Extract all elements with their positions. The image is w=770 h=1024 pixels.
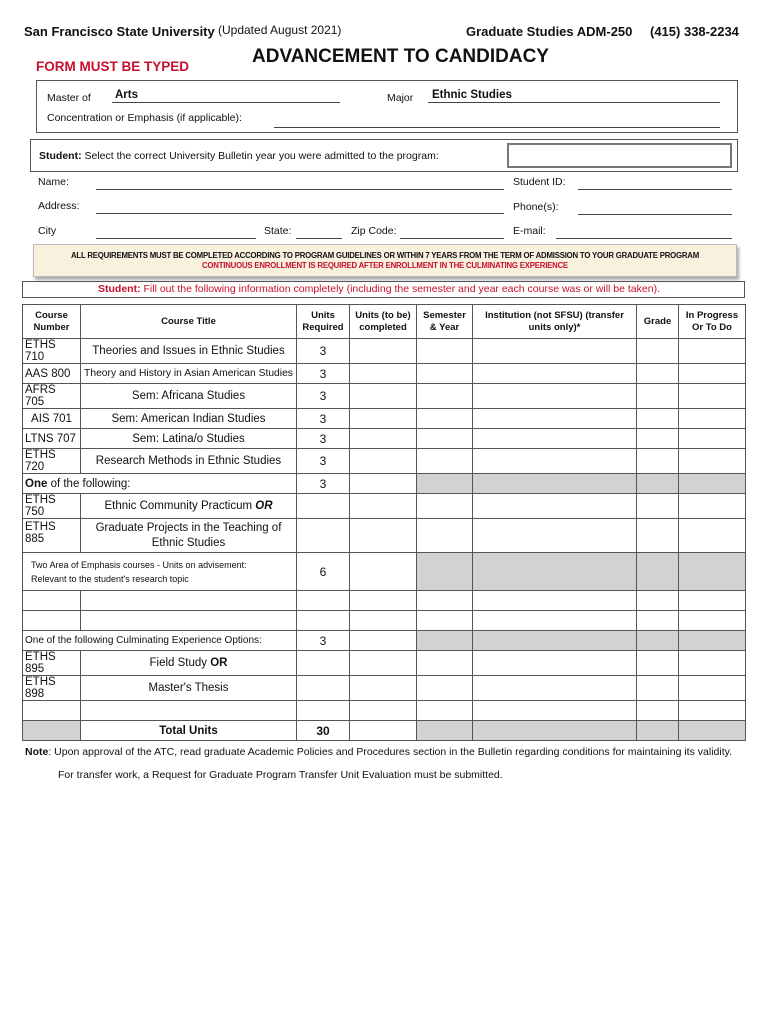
bulletin-year-field[interactable]	[507, 143, 732, 168]
state-label: State:	[264, 225, 292, 237]
grade-cell[interactable]	[637, 701, 679, 721]
semester-cell[interactable]	[417, 449, 473, 474]
units-required-cell	[297, 676, 350, 701]
table-row	[23, 409, 746, 429]
header-institution: Institution (not SFSU) (transfer units only)*	[473, 305, 637, 339]
course-number: ETHS 895	[23, 651, 81, 676]
grade-cell[interactable]	[637, 384, 679, 409]
table-row	[23, 429, 746, 449]
course-number: AFRS 705	[23, 384, 81, 409]
units-required-cell[interactable]	[297, 591, 350, 611]
header-units-required: Units Required	[297, 305, 350, 339]
institution-cell[interactable]	[473, 676, 637, 701]
course-number: AAS 800	[23, 364, 81, 384]
units-completed-cell[interactable]	[350, 449, 417, 474]
table-row	[23, 611, 746, 631]
one-of-following-label: One of the following:	[23, 474, 297, 494]
course-title: Sem: Latina/o Studies	[81, 429, 297, 449]
gray-cell	[473, 721, 637, 741]
course-number-cell[interactable]	[23, 701, 81, 721]
grade-cell[interactable]	[637, 651, 679, 676]
gray-cell	[473, 474, 637, 494]
name-label: Name:	[38, 176, 69, 188]
institution-cell[interactable]	[473, 651, 637, 676]
course-title: Field Study OR	[81, 651, 297, 676]
units-required: 3	[297, 449, 350, 474]
major-underline	[428, 102, 720, 103]
header-grade: Grade	[637, 305, 679, 339]
email-field[interactable]	[556, 238, 732, 239]
grade-cell[interactable]	[637, 364, 679, 384]
header-course-title: Course Title	[81, 305, 297, 339]
course-number: ETHS 720	[23, 449, 81, 474]
course-number: ETHS 750	[23, 494, 81, 519]
course-number: AIS 701	[23, 409, 81, 429]
in-progress-cell[interactable]	[679, 339, 746, 364]
notice-line-2: CONTINUOUS ENROLLMENT IS REQUIRED AFTER ENROLLMENT IN THE CULMINATING EXPERIENCE	[201, 261, 569, 270]
culminating-label: One of the following Culminating Experience Options:	[23, 631, 297, 651]
emphasis-label: Two Area of Emphasis courses - Units on advisement: Relevant to the student's research topic	[23, 553, 297, 591]
units-required: 3	[297, 364, 350, 384]
units-completed-cell[interactable]	[350, 676, 417, 701]
emphasis-row	[23, 553, 746, 591]
total-units-label: Total Units	[81, 721, 297, 741]
institution-cell[interactable]	[473, 384, 637, 409]
in-progress-cell[interactable]	[679, 701, 746, 721]
form-title: ADVANCEMENT TO CANDIDACY	[252, 46, 549, 67]
course-title: Graduate Projects in the Teaching of Ethnic Studies	[81, 519, 297, 553]
units-completed-cell[interactable]	[350, 409, 417, 429]
zip-field[interactable]	[400, 238, 504, 239]
gray-cell	[637, 631, 679, 651]
table-row	[23, 494, 746, 519]
form-code: Graduate Studies ADM-250	[466, 24, 633, 39]
units-required: 3	[297, 429, 350, 449]
course-title: Sem: American Indian Studies	[81, 409, 297, 429]
grade-cell[interactable]	[637, 519, 679, 553]
units-completed-cell[interactable]	[350, 384, 417, 409]
master-of-field[interactable]: Arts	[115, 89, 139, 101]
institution-cell[interactable]	[473, 429, 637, 449]
institution-cell[interactable]	[473, 591, 637, 611]
course-table	[22, 304, 746, 741]
grade-cell[interactable]	[637, 449, 679, 474]
units-required-cell	[297, 519, 350, 553]
updated-date: (Updated August 2021)	[218, 23, 342, 37]
institution-cell[interactable]	[473, 449, 637, 474]
in-progress-cell[interactable]	[679, 611, 746, 631]
in-progress-cell[interactable]	[679, 449, 746, 474]
gray-cell	[473, 631, 637, 651]
notice-line-1: ALL REQUIREMENTS MUST BE COMPLETED ACCORDING TO PROGRAM GUIDELINES OR WITHIN 7 YEARS FROM THE TERM OF ADMISSION TO YOUR GRADUATE PROGRAM	[70, 251, 700, 260]
gray-cell	[417, 631, 473, 651]
course-title: Research Methods in Ethnic Studies	[81, 449, 297, 474]
header-units-completed: Units (to be) completed	[350, 305, 417, 339]
semester-cell[interactable]	[417, 409, 473, 429]
institution-cell[interactable]	[473, 339, 637, 364]
gray-cell	[637, 553, 679, 591]
course-title: Sem: Africana Studies	[81, 384, 297, 409]
in-progress-cell[interactable]	[679, 384, 746, 409]
units-required-cell[interactable]	[297, 701, 350, 721]
table-header-row	[23, 305, 746, 339]
student-id-field[interactable]	[578, 189, 732, 190]
units-required: 3	[297, 339, 350, 364]
units-required: 3	[297, 631, 350, 651]
institution-cell[interactable]	[473, 611, 637, 631]
grade-cell[interactable]	[637, 339, 679, 364]
total-row	[23, 721, 746, 741]
grade-cell[interactable]	[637, 429, 679, 449]
units-completed-cell[interactable]	[350, 339, 417, 364]
major-label: Major	[387, 92, 414, 104]
city-field[interactable]	[96, 238, 256, 239]
semester-cell[interactable]	[417, 494, 473, 519]
email-label: E-mail:	[513, 225, 546, 237]
total-units-completed[interactable]	[350, 721, 417, 741]
units-required-cell	[297, 651, 350, 676]
footer-note: Note: Upon approval of the ATC, read graduate Academic Policies and Procedures section in the Bulletin regarding conditions for maintaining its validity.	[25, 746, 733, 758]
major-field[interactable]: Ethnic Studies	[432, 89, 512, 101]
units-completed-cell[interactable]	[350, 701, 417, 721]
gray-cell	[679, 474, 746, 494]
gray-cell	[23, 721, 81, 741]
semester-cell[interactable]	[417, 339, 473, 364]
gray-cell	[637, 474, 679, 494]
table-row	[23, 339, 746, 364]
total-units-value: 30	[297, 721, 350, 741]
institution-cell[interactable]	[473, 409, 637, 429]
grade-cell[interactable]	[637, 676, 679, 701]
course-title-cell[interactable]	[81, 701, 297, 721]
header-semester-year: Semester & Year	[417, 305, 473, 339]
course-title-cell[interactable]	[81, 611, 297, 631]
header-course-number: Course Number	[23, 305, 81, 339]
grade-cell[interactable]	[637, 611, 679, 631]
units-required-cell[interactable]	[297, 611, 350, 631]
table-row	[23, 384, 746, 409]
table-row	[23, 676, 746, 701]
institution-cell[interactable]	[473, 519, 637, 553]
course-number: LTNS 707	[23, 429, 81, 449]
units-required: 3	[297, 384, 350, 409]
university-name: San Francisco State University	[24, 24, 215, 39]
units-completed-cell[interactable]	[350, 553, 417, 591]
course-number: ETHS 898	[23, 676, 81, 701]
units-required: 3	[297, 409, 350, 429]
gray-cell	[679, 721, 746, 741]
gray-cell	[417, 474, 473, 494]
course-number: ETHS 710	[23, 339, 81, 364]
table-row	[23, 701, 746, 721]
semester-cell[interactable]	[417, 591, 473, 611]
semester-cell[interactable]	[417, 364, 473, 384]
requirements-notice	[33, 244, 737, 277]
in-progress-cell[interactable]	[679, 409, 746, 429]
grade-cell[interactable]	[637, 409, 679, 429]
course-title: Theories and Issues in Ethnic Studies	[81, 339, 297, 364]
gray-cell	[473, 553, 637, 591]
header-in-progress: In Progress Or To Do	[679, 305, 746, 339]
units-required: 6	[297, 553, 350, 591]
table-row	[23, 519, 746, 553]
name-field[interactable]	[96, 189, 504, 190]
institution-cell[interactable]	[473, 701, 637, 721]
units-completed-cell[interactable]	[350, 631, 417, 651]
units-required-cell	[297, 494, 350, 519]
master-of-underline	[112, 102, 340, 103]
concentration-underline	[274, 127, 720, 128]
units-completed-cell[interactable]	[350, 611, 417, 631]
units-completed-cell[interactable]	[350, 364, 417, 384]
course-title: Theory and History in Asian American Studies	[81, 364, 297, 384]
zip-label: Zip Code:	[351, 225, 397, 237]
gray-cell	[417, 553, 473, 591]
office-phone: (415) 338-2234	[650, 24, 739, 39]
transfer-note: For transfer work, a Request for Graduate Program Transfer Unit Evaluation must be submitted.	[58, 769, 503, 781]
semester-cell[interactable]	[417, 429, 473, 449]
semester-cell[interactable]	[417, 676, 473, 701]
course-number-cell[interactable]	[23, 611, 81, 631]
course-title-cell[interactable]	[81, 591, 297, 611]
semester-cell[interactable]	[417, 611, 473, 631]
semester-cell[interactable]	[417, 519, 473, 553]
in-progress-cell[interactable]	[679, 591, 746, 611]
table-row	[23, 651, 746, 676]
in-progress-cell[interactable]	[679, 676, 746, 701]
instructions-text: Student: Fill out the following information completely (including the semester and year each course was or will be taken).	[98, 283, 660, 295]
state-field[interactable]	[296, 238, 342, 239]
table-row	[23, 364, 746, 384]
institution-cell[interactable]	[473, 364, 637, 384]
course-number-cell[interactable]	[23, 591, 81, 611]
units-completed-cell[interactable]	[350, 474, 417, 494]
table-row	[23, 591, 746, 611]
in-progress-cell[interactable]	[679, 494, 746, 519]
semester-cell[interactable]	[417, 651, 473, 676]
units-completed-cell[interactable]	[350, 651, 417, 676]
phones-label: Phone(s):	[513, 201, 559, 213]
semester-cell[interactable]	[417, 701, 473, 721]
phones-field[interactable]	[578, 214, 732, 215]
semester-cell[interactable]	[417, 384, 473, 409]
student-id-label: Student ID:	[513, 176, 566, 188]
master-of-label: Master of	[47, 92, 91, 104]
bulletin-prompt: Student: Select the correct University Bulletin year you were admitted to the program:	[39, 150, 439, 162]
grade-cell[interactable]	[637, 591, 679, 611]
course-title: Ethnic Community Practicum OR	[81, 494, 297, 519]
gray-cell	[637, 721, 679, 741]
grade-cell[interactable]	[637, 494, 679, 519]
in-progress-cell[interactable]	[679, 429, 746, 449]
units-completed-cell[interactable]	[350, 519, 417, 553]
institution-cell[interactable]	[473, 494, 637, 519]
program-box	[36, 80, 738, 133]
city-label: City	[38, 225, 57, 237]
address-label: Address:	[38, 200, 80, 212]
table-row	[23, 449, 746, 474]
address-field[interactable]	[96, 213, 504, 214]
units-required: 3	[297, 474, 350, 494]
gray-cell	[679, 631, 746, 651]
units-completed-cell[interactable]	[350, 591, 417, 611]
units-completed-cell[interactable]	[350, 429, 417, 449]
culminating-row	[23, 631, 746, 651]
in-progress-cell[interactable]	[679, 651, 746, 676]
gray-cell	[679, 553, 746, 591]
one-of-following-row	[23, 474, 746, 494]
units-completed-cell[interactable]	[350, 494, 417, 519]
concentration-label: Concentration or Emphasis (if applicable):	[47, 112, 242, 124]
in-progress-cell[interactable]	[679, 364, 746, 384]
in-progress-cell[interactable]	[679, 519, 746, 553]
gray-cell	[417, 721, 473, 741]
form-must-be-typed: FORM MUST BE TYPED	[36, 59, 190, 74]
course-number: ETHS 885	[23, 519, 81, 553]
course-title: Master's Thesis	[81, 676, 297, 701]
